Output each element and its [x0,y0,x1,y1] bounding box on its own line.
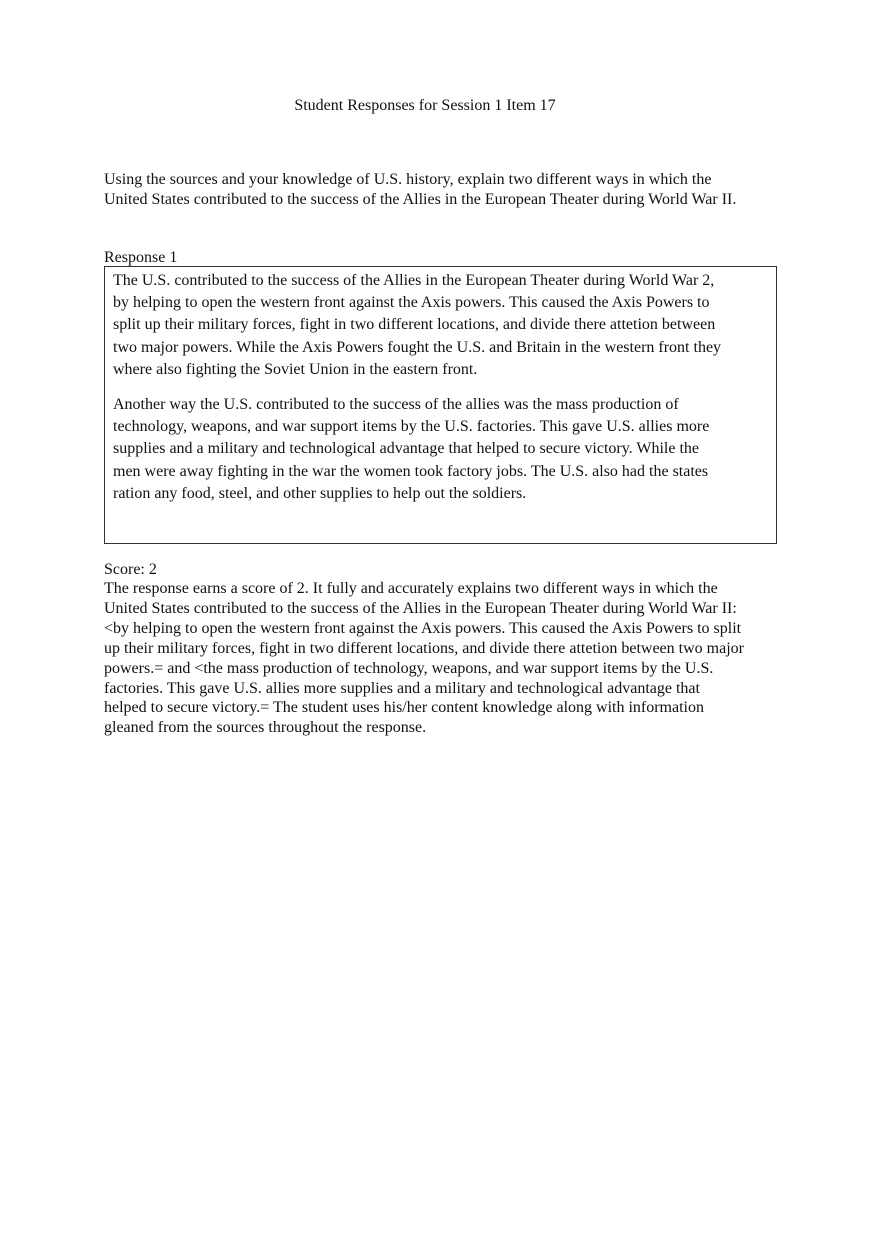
response-box [104,266,777,544]
response-label: Response 1 [104,249,178,266]
response-paragraph-2: Another way the U.S. contributed to the success of the allies was the mass production of technology, weapons, and war support items by the U.S. factories. This gave U.S. allies more supplies and a military and technological advantage that helped to secure victory. While the men were away fighting in the war the women took factory jobs. The U.S. also had the states ration any food, steel, and other supplies to help out the soldiers. [113,396,710,502]
score-label: Score: 2 [104,561,157,578]
response-paragraph-1: The U.S. contributed to the success of the Allies in the European Theater during World War 2, by helping to open the western front against the Axis powers. This caused the Axis Powers to split up their military forces, fight in two different locations, and divide there attetion between two major powers. While the Axis Powers fought the U.S. and Britain in the western front they where also fighting the Soviet Union in the eastern front. [113,272,722,378]
question-prompt: Using the sources and your knowledge of U.S. history, explain two different ways in which the United States contributed to the success of the Allies in the European Theater during World War II. [104,171,737,208]
score-explanation: The response earns a score of 2. It fully and accurately explains two different ways in which the United States contributed to the success of the Allies in the European Theater during World War II: <by helping to open the western front against the Axis powers. This caused the Axis Powers to split up their military forces, fight in two different locations, and divide there attetion between two major powers.= and <the mass production of technology, weapons, and war support items by the U.S. factories. This gave U.S. allies more supplies and a military and technological advantage that helped to secure victory.= The student uses his/her content knowledge along with information gleaned from the sources throughout the response. [104,580,744,737]
page-title: Student Responses for Session 1 Item 17 [294,97,556,114]
